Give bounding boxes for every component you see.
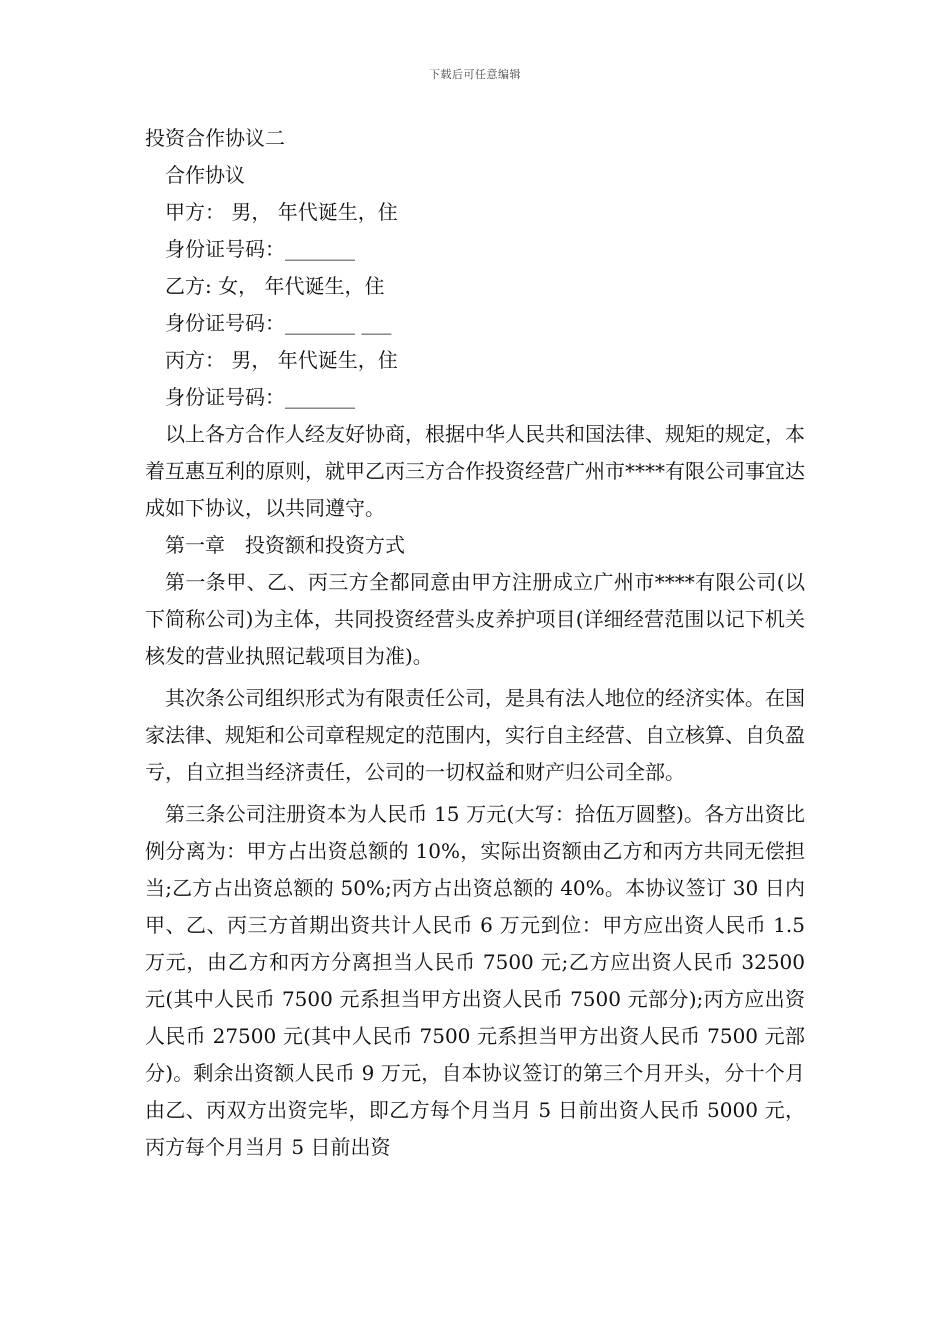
document-body [145,120,805,1166]
article-2-paragraph: 其次条公司组织形式为有限责任公司，是具有法人地位的经济实体。在国家法律、规矩和公司章程规定的范围内，实行自主经营、自立核算、自负盈亏，自立担当经济责任，公司的一切权益和财产归公司全部。 [145,686,805,784]
party-c-line: 丙方： 男， 年代诞生，住 [165,348,398,372]
party-a-id-line: 身份证号码：_______ [165,237,355,261]
document-subtitle: 合作协议 [165,163,245,187]
chapter-heading: 第一章 投资额和投资方式 [165,533,405,557]
party-b-id-line: 身份证号码：_______ ___ [165,311,392,335]
article-1-paragraph: 第一条甲、乙、丙三方全都同意由甲方注册成立广州市****有限公司(以下简称公司)为主体，共同投资经营头皮养护项目(详细经营范围以记下机关核发的营业执照记载项目为准)。 [145,570,805,668]
header-note: 下载后可任意编辑 [429,68,521,81]
party-b-line: 乙方: 女， 年代诞生，住 [165,274,385,298]
preamble-paragraph: 以上各方合作人经友好协商，根据中华人民共和国法律、规矩的规定，本着互惠互利的原则，就甲乙丙三方合作投资经营广州市****有限公司事宜达成如下协议，以共同遵守。 [145,422,805,520]
party-c-id-line: 身份证号码：_______ [165,385,355,409]
party-a-line: 甲方： 男， 年代诞生，住 [165,200,398,224]
article-3-paragraph: 第三条公司注册资本为人民币 15 万元(大写：拾伍万圆整)。各方出资比例分离为：甲方占出资总额的 10%，实际出资额由乙方和丙方共同无偿担当;乙方占出资总额的 50%;丙方占出资总额的 40%。本协议签订 30 日内甲、乙、丙三方首期出资共计人民币 6 万元到位：甲方应出资人民币 1.5 万元，由乙方和丙方分离担当人民币 7500 元;乙方应出资人民币 32500 元(其中人民币 7500 元系担当甲方出资人民币 7500 元部分);丙方应出资人民币 27500 元(其中人民币 7500 元系担当甲方出资人民币 7500 元部分)。剩余出资额人民币 9 万元，自本协议签订的第三个月开头，分十个月由乙、丙双方出资完毕，即乙方每个月当月 5 日前出资人民币 5000 元，丙方每个月当月 5 日前出资 [145,802,805,1159]
document-title: 投资合作协议二 [145,126,285,150]
